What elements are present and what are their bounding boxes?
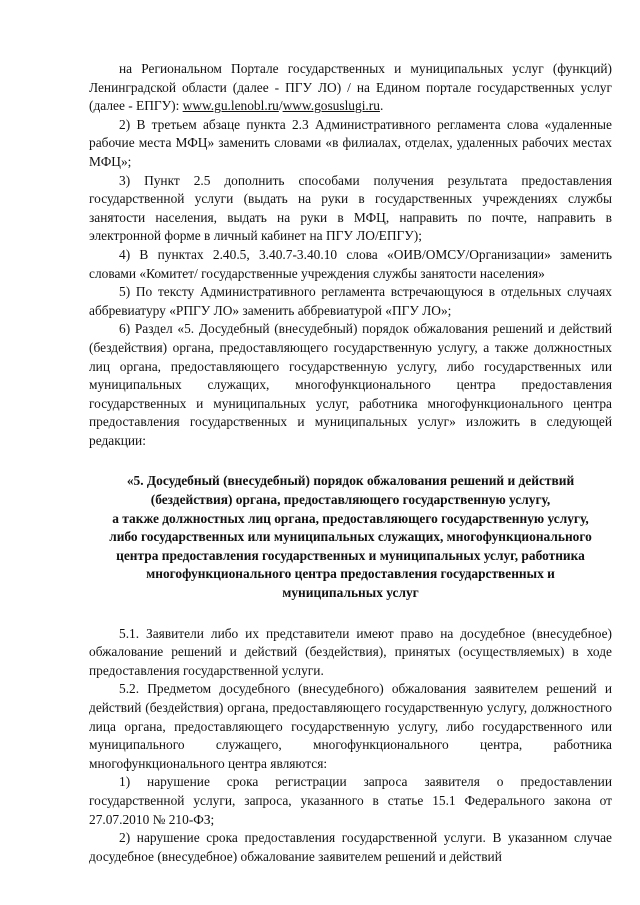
spacer [89, 450, 612, 472]
heading-line: многофункционального центра предоставления государственных и [146, 566, 555, 582]
item-paragraph: 5) По тексту Административного регламента встречающуюся в отдельных случаях аббревиатуру «РПГУ ЛО» заменить аббревиатурой «ПГУ ЛО»; [89, 284, 612, 318]
heading-line: муниципальных услуг [282, 585, 419, 601]
heading-line: «5. Досудебный (внесудебный) порядок обжалования решений и действий [126, 473, 575, 489]
link-separator: / [278, 98, 283, 114]
section-paragraph: 1) нарушение срока регистрации запроса заявителя о предоставлении государственной услуги, запроса, указанного в статье 15.1 Федерального закона от 27.07.2010 № 210-ФЗ; [89, 774, 612, 827]
item-paragraph: 2) В третьем абзаце пункта 2.3 Административного регламента слова «удаленные рабочие места МФЦ» заменить словами «в филиалах, отделах, удаленных рабочих местах МФЦ»; [89, 116, 612, 169]
heading-line: либо государственных или муниципальных служащих, многофункционального [109, 529, 592, 545]
link-gu-lenobl[interactable]: www.gu.lenobl.ru [182, 98, 279, 114]
intro-end: . [379, 98, 384, 114]
section-paragraph: 2) нарушение срока предоставления государственной услуги. В указанном случае досудебное (внесудебное) обжалование заявителем решений и действий [89, 830, 612, 864]
intro-paragraph [89, 60, 612, 116]
heading-line: а также должностных лиц органа, предоставляющего государственную услугу, [112, 510, 589, 526]
section-paragraph: 5.2. Предметом досудебного (внесудебного) обжалования заявителем решений и действий (бездействия) органа, предоставляющего государственную услугу, должностного лица органа, предоставляющего государственную услугу, либо государственного или муниципального служащего, многофункционального центра, работника многофункционального центра являются: [89, 681, 612, 771]
item-paragraph: 6) Раздел «5. Досудебный (внесудебный) порядок обжалования решений и действий (бездействия) органа, предоставляющего государственную услугу, а также должностных лиц органа, предоставляющего государственную услугу, либо государственных или муниципальных служащих, многофункционального центра предоставления государственных и муниципальных услуг, работника многофункционального центра предоставления государственных и муниципальных услуг» изложить в следующей редакции: [89, 321, 612, 448]
link-gosuslugi[interactable]: www.gosuslugi.ru [282, 98, 380, 114]
section-heading [89, 472, 612, 602]
item-paragraph: 3) Пункт 2.5 дополнить способами получения результата предоставления государственной услуги (выдать на руки в государственных учреждениях службы занятости населения, выдать на руки в МФЦ, направить по почте, направить в электронной форме в личный кабинет на ПГУ ЛО/ЕПГУ); [89, 172, 612, 244]
heading-line: центра предоставления государственных и муниципальных услуг, работника [116, 547, 585, 563]
item-paragraph: 4) В пунктах 2.40.5, 3.40.7-3.40.10 слова «ОИВ/ОМСУ/Организации» заменить словами «Комитет/ государственные учреждения службы занятости населения» [89, 246, 612, 281]
section-paragraph: 5.1. Заявители либо их представители имеют право на досудебное (внесудебное) обжалование решений и действий (бездействия), принятых (осуществляемых) в ходе предоставления государственной услуги. [89, 625, 612, 678]
spacer [89, 603, 612, 625]
heading-line: (бездействия) органа, предоставляющего государственную услугу, [150, 492, 551, 508]
document-page [89, 60, 612, 866]
intro-text: на Региональном Портале государственных и муниципальных услуг (функций) Ленинградской области (далее - ПГУ ЛО) / на Едином портале государственных услуг (далее - ЕПГУ): [89, 61, 612, 114]
